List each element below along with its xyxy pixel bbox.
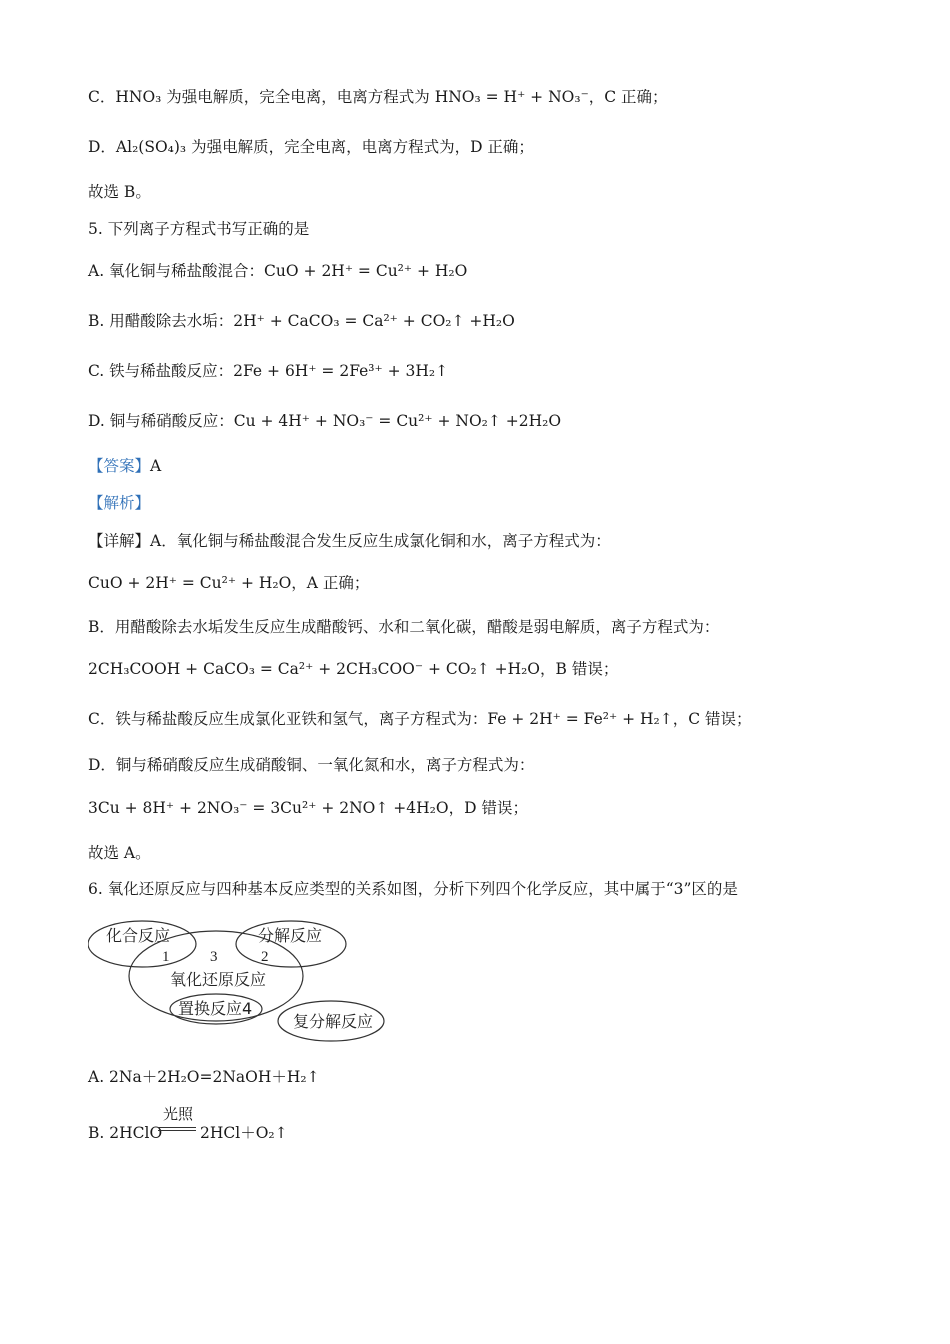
- reaction-types-diagram: [88, 913, 388, 1043]
- text-line: D．Al₂(SO₄)₃ 为强电解质，完全电离，电离方程式为，D 正确；: [88, 138, 534, 156]
- region-1-label: 1: [162, 949, 170, 965]
- equation-a: CuO + 2H⁺ = Cu²⁺ + H₂O，A 正确；: [88, 574, 370, 592]
- equation-b: 2CH₃COOH + CaCO₃ = Ca²⁺ + 2CH₃COO⁻ + CO₂↑ +H₂O，B 错误；: [88, 660, 619, 678]
- text-line: C．HNO₃ 为强电解质，完全电离，电离方程式为 HNO₃ = H⁺ + NO₃⁻，C 正确；: [88, 88, 668, 106]
- option-b: B. 用醋酸除去水垢：2H⁺ + CaCO₃ = Ca²⁺ + CO₂↑ +H₂O: [88, 312, 515, 330]
- option-6b-prefix: B. 2HClO: [88, 1124, 163, 1142]
- option-c: C. 铁与稀盐酸反应：2Fe + 6H⁺ = 2Fe³⁺ + 3H₂↑: [88, 362, 449, 380]
- answer-value: A: [150, 457, 162, 475]
- detail-a: 【详解】A．氧化铜与稀盐酸混合发生反应生成氯化铜和水，离子方程式为：: [88, 532, 611, 550]
- option-a: A. 氧化铜与稀盐酸混合：CuO + 2H⁺ = Cu²⁺ + H₂O: [88, 262, 468, 280]
- answer-line: [88, 455, 161, 477]
- region-2-label: 2: [261, 949, 269, 965]
- equation-d: 3Cu + 8H⁺ + 2NO₃⁻ = 3Cu²⁺ + 2NO↑ +4H₂O，D 错误；: [88, 799, 528, 817]
- detail-d: D．铜与稀硝酸反应生成硝酸铜、一氧化氮和水，离子方程式为：: [88, 756, 535, 774]
- substitution-label: 置换反应4: [178, 999, 253, 1018]
- analysis-tag: 【解析】: [88, 494, 151, 512]
- text-line: 故选 A。: [88, 844, 151, 862]
- double-decomposition-label: 复分解反应: [293, 1012, 374, 1031]
- answer-tag: 【答案】: [88, 457, 151, 475]
- decomposition-label: 分解反应: [258, 926, 323, 945]
- redox-label: 氧化还原反应: [170, 970, 267, 989]
- detail-c: C．铁与稀盐酸反应生成氯化亚铁和氢气，离子方程式为：Fe + 2H⁺ = Fe²⁺ + H₂↑，C 错误；: [88, 710, 752, 728]
- option-6b-products: 2HCl＋O₂↑: [200, 1124, 288, 1142]
- combination-label: 化合反应: [106, 926, 171, 945]
- question-6-stem: 6. 氧化还原反应与四种基本反应类型的关系如图，分析下列四个化学反应，其中属于“3”区的是: [88, 880, 738, 898]
- option-6a: A. 2Na＋2H₂O=2NaOH＋H₂↑: [88, 1068, 320, 1086]
- text-line: 故选 B。: [88, 183, 151, 201]
- option-d: D. 铜与稀硝酸反应：Cu + 4H⁺ + NO₃⁻ = Cu²⁺ + NO₂↑ +2H₂O: [88, 412, 562, 430]
- question-5-stem: 5. 下列离子方程式书写正确的是: [88, 220, 310, 238]
- region-3-label: 3: [210, 949, 218, 965]
- detail-b: B．用醋酸除去水垢发生反应生成醋酸钙、水和二氧化碳，醋酸是弱电解质，离子方程式为：: [88, 618, 720, 636]
- double-equals-sign: [158, 1127, 196, 1131]
- reaction-condition: 光照: [162, 1105, 193, 1123]
